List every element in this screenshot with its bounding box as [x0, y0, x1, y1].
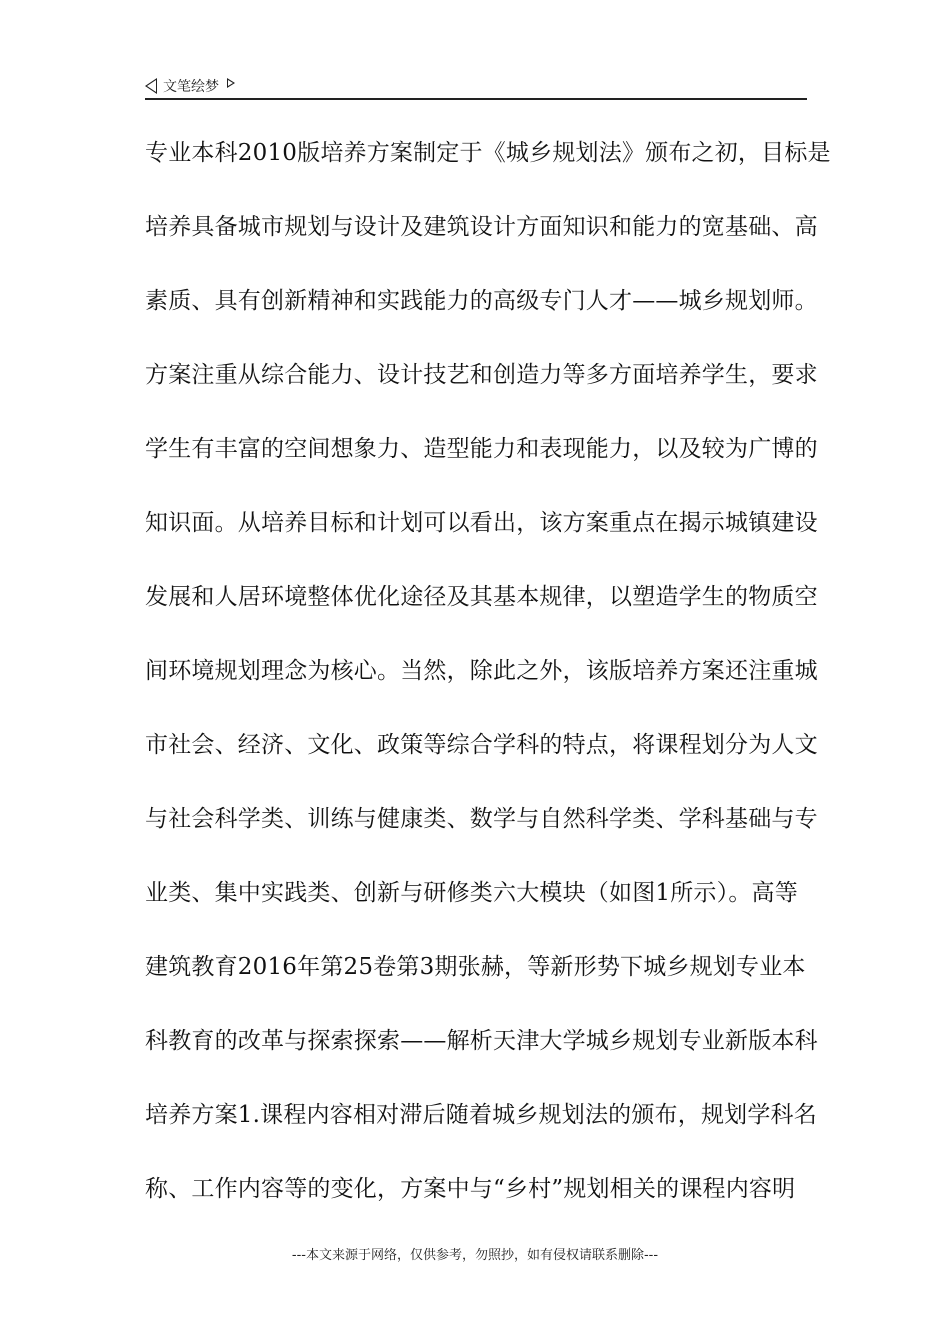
text-line: 市社会、经济、文化、政策等综合学科的特点，将课程划分为人文	[145, 732, 818, 758]
text-line: 培养方案1.课程内容相对滞后随着城乡规划法的颁布，规划学科名	[145, 1102, 817, 1128]
text-line: 科教育的改革与探索探索——解析天津大学城乡规划专业新版本科	[145, 1028, 818, 1054]
text-line: 知识面。从培养目标和计划可以看出，该方案重点在揭示城镇建设	[145, 510, 818, 536]
text-line: 称、工作内容等的变化，方案中与“乡村”规划相关的课程内容明	[145, 1176, 796, 1202]
triangle-right-icon	[227, 78, 235, 88]
text-line: 间环境规划理念为核心。当然，除此之外，该版培养方案还注重城	[145, 658, 818, 684]
text-line: 建筑教育2016年第25卷第3期张赫，等新形势下城乡规划专业本	[145, 954, 806, 980]
text-line: 发展和人居环境整体优化途径及其基本规律，以塑造学生的物质空	[145, 584, 818, 610]
text-line: 方案注重从综合能力、设计技艺和创造力等多方面培养学生，要求	[145, 362, 818, 388]
triangle-left-icon	[145, 78, 157, 94]
body-text	[145, 130, 831, 1240]
page-header	[145, 72, 807, 100]
text-line: 培养具备城市规划与设计及建筑设计方面知识和能力的宽基础、高	[145, 214, 818, 240]
text-line: 专业本科2010版培养方案制定于《城乡规划法》颁布之初，目标是	[145, 140, 831, 166]
text-line: 学生有丰富的空间想象力、造型能力和表现能力，以及较为广博的	[145, 436, 818, 462]
text-line: 业类、集中实践类、创新与研修类六大模块（如图1所示）。高等	[145, 880, 798, 906]
header-brand	[145, 76, 235, 96]
text-line: 素质、具有创新精神和实践能力的高级专门人才——城乡规划师。	[145, 288, 818, 314]
text-line: 与社会科学类、训练与健康类、数学与自然科学类、学科基础与专	[145, 806, 818, 832]
footer-disclaimer: ---本文来源于网络，仅供参考，勿照抄，如有侵权请联系删除---	[291, 1248, 659, 1263]
brand-title: 文笔绘梦	[163, 79, 219, 95]
